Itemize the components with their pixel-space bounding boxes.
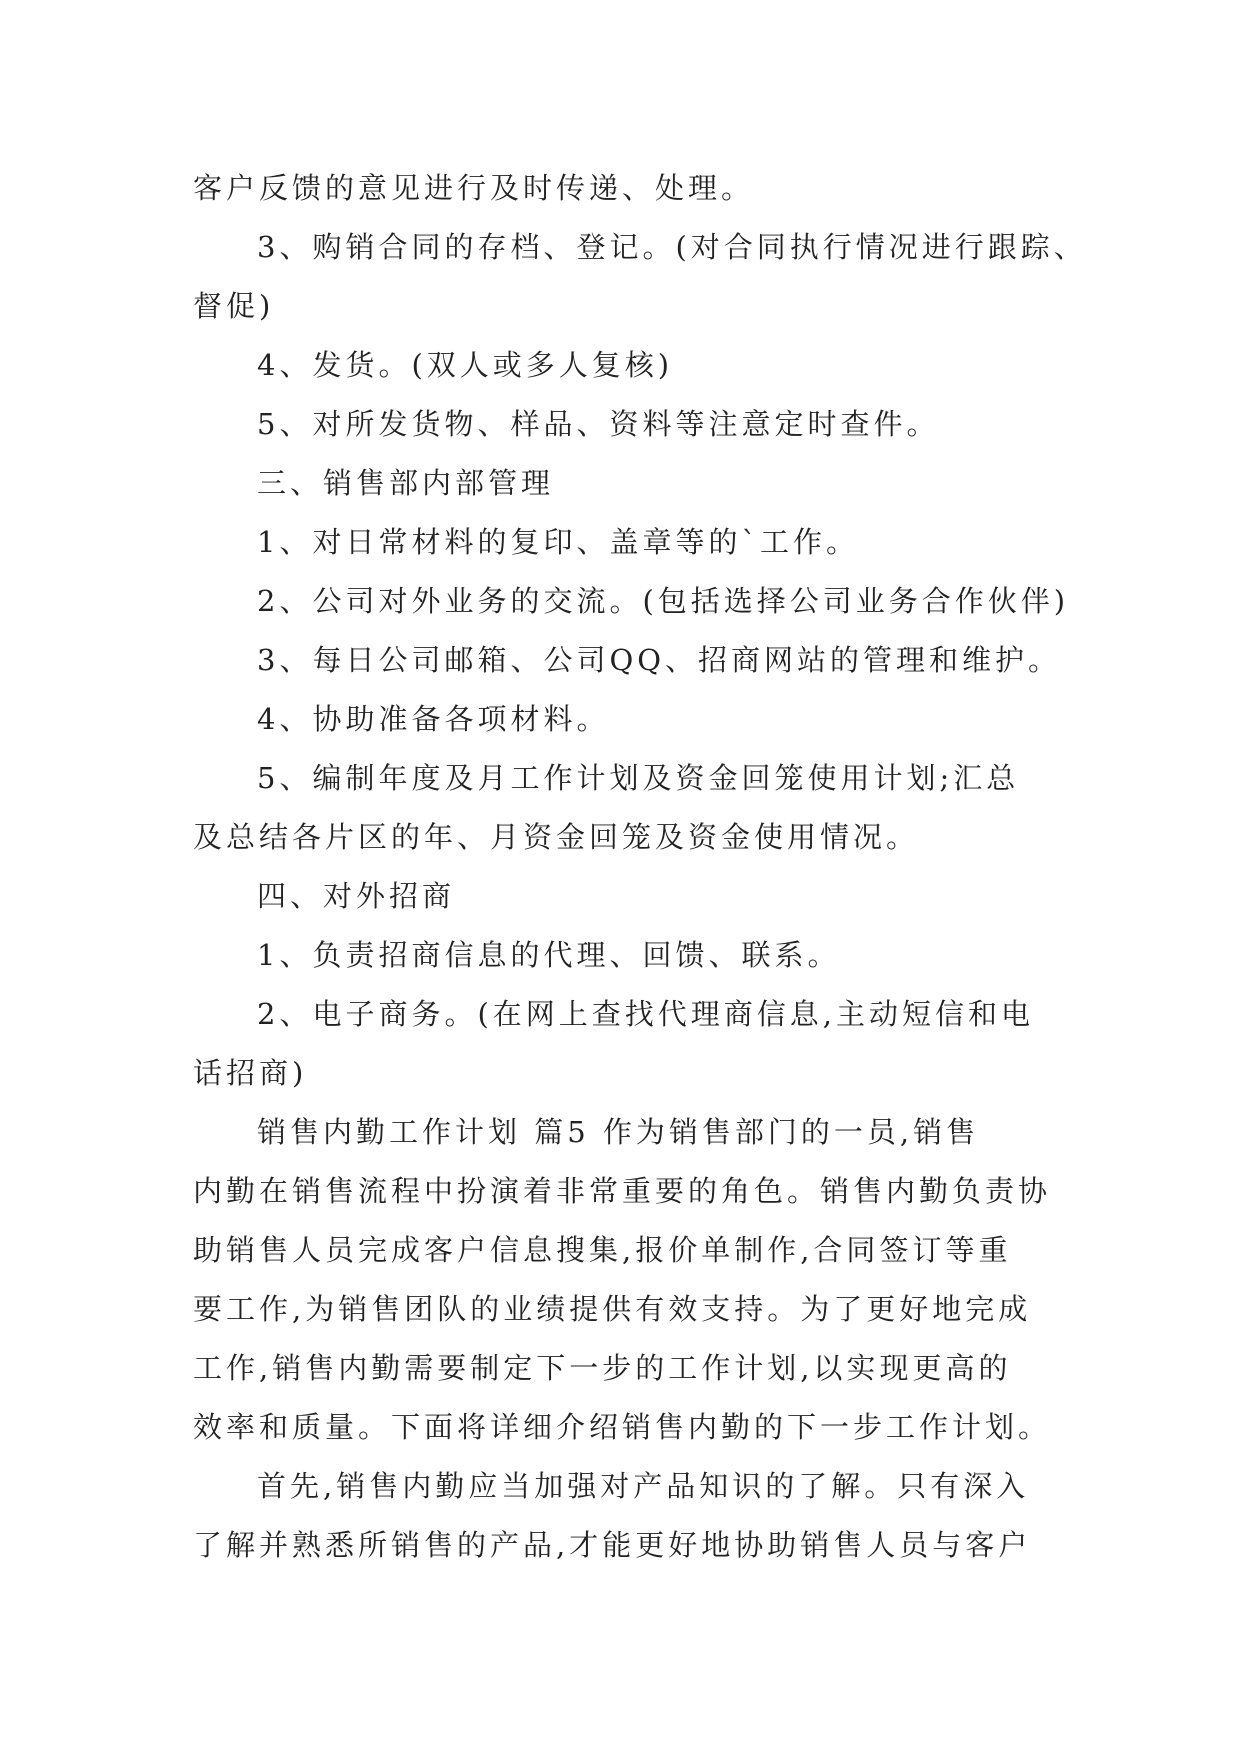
text-line: 督促) — [193, 289, 275, 323]
document-body — [193, 159, 1087, 1575]
text-line: 客户反馈的意见进行及时传递、处理。 — [193, 171, 755, 205]
text-line: 首先,销售内勤应当加强对产品知识的了解。只有深入 — [257, 1469, 1030, 1503]
text-line: 三、销售部内部管理 — [257, 466, 555, 500]
text-line: 及总结各片区的年、月资金回笼及资金使用情况。 — [193, 820, 920, 854]
text-line: 2、公司对外业务的交流。(包括选择公司业务合作伙伴) — [257, 584, 1070, 618]
text-line: 5、对所发货物、样品、资料等注意定时查件。 — [257, 407, 940, 441]
text-line: 1、负责招商信息的代理、回馈、联系。 — [257, 938, 841, 972]
text-line: 效率和质量。下面将详细介绍销售内勤的下一步工作计划。 — [193, 1410, 1052, 1444]
text-line: 话招商) — [193, 1056, 308, 1090]
text-line: 要工作,为销售团队的业绩提供有效支持。为了更好地完成 — [193, 1292, 1032, 1326]
text-line: 1、对日常材料的复印、盖章等的`工作。 — [257, 525, 859, 559]
text-line: 4、发货。(双人或多人复核) — [257, 348, 674, 382]
text-line: 2、电子商务。(在网上查找代理商信息,主动短信和电 — [257, 997, 1034, 1031]
text-line: 3、每日公司邮箱、公司QQ、招商网站的管理和维护。 — [257, 643, 1062, 677]
text-line: 四、对外招商 — [257, 879, 456, 913]
text-line: 了解并熟悉所销售的产品,才能更好地协助销售人员与客户 — [193, 1528, 1032, 1562]
text-line: 内勤在销售流程中扮演着非常重要的角色。销售内勤负责协 — [193, 1174, 1052, 1208]
text-line: 3、购销合同的存档、登记。(对合同执行情况进行跟踪、 — [257, 230, 1087, 264]
text-line: 5、编制年度及月工作计划及资金回笼使用计划;汇总 — [257, 761, 1020, 795]
text-line: 工作,销售内勤需要制定下一步的工作计划,以实现更高的 — [193, 1351, 1012, 1385]
text-line: 4、协助准备各项材料。 — [257, 702, 610, 736]
text-line: 助销售人员完成客户信息搜集,报价单制作,合同签订等重 — [193, 1233, 1012, 1267]
text-line: 销售内勤工作计划 篇5 作为销售部门的一员,销售 — [257, 1115, 980, 1149]
